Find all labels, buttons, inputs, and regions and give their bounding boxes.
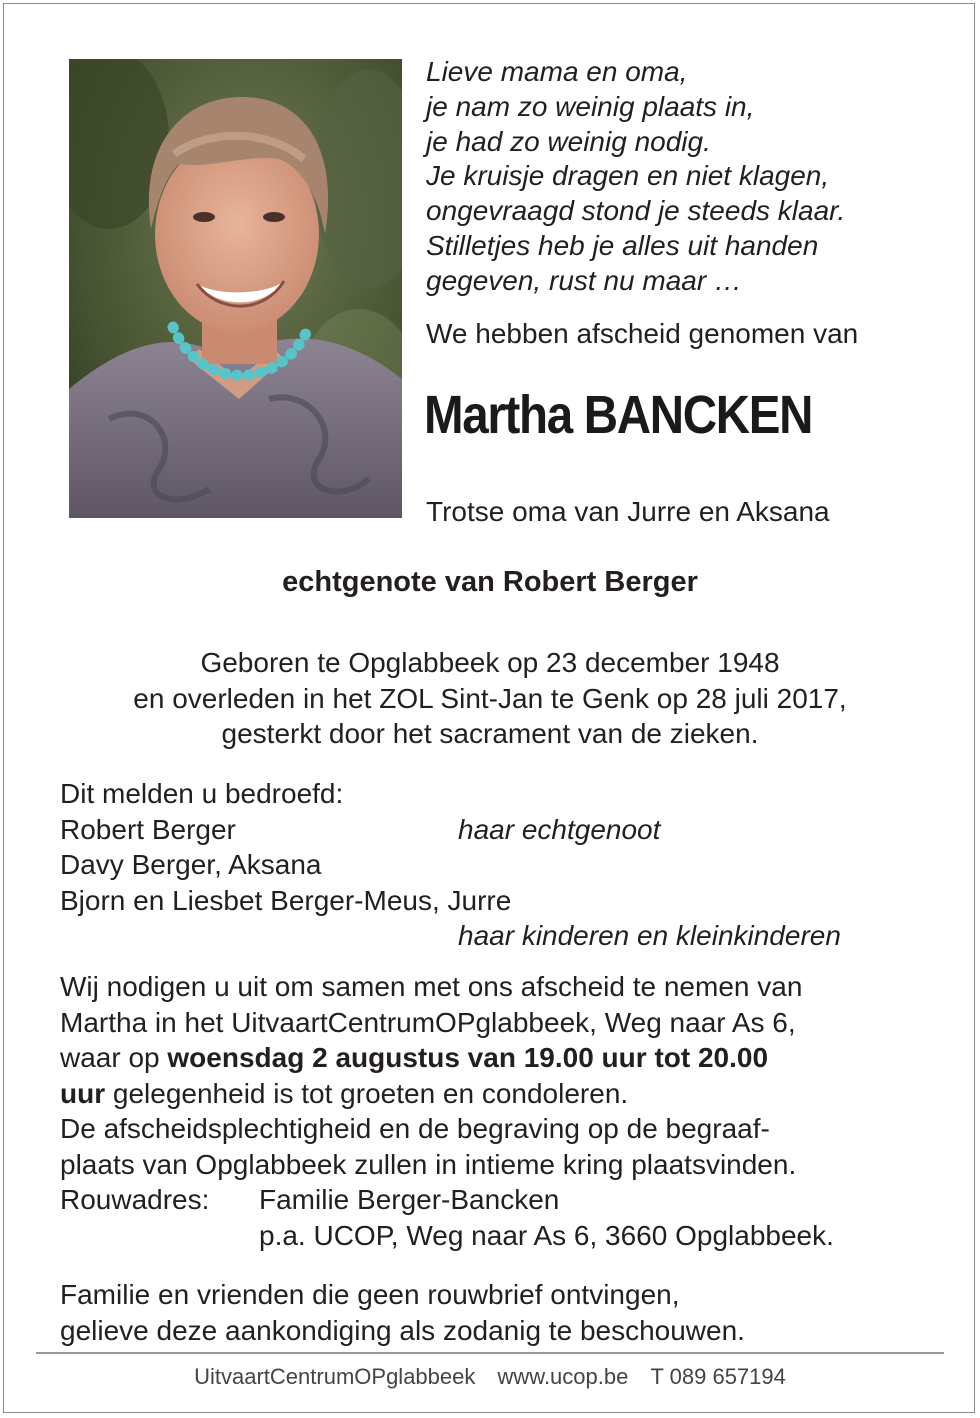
- visitation-time: woensdag 2 augustus van 19.00 uur tot 20.00: [167, 1042, 769, 1073]
- invite-text: waar op: [60, 1042, 168, 1073]
- mourner-row: [60, 847, 940, 883]
- address-value: Familie Berger-Bancken: [259, 1184, 560, 1215]
- poem-line: je had zo weinig nodig.: [426, 125, 711, 157]
- poem-line: Stilletjes heb je alles uit handen: [426, 229, 819, 261]
- poem-line: je nam zo weinig plaats in,: [426, 90, 755, 122]
- mourner-name: Bjorn en Liesbet Berger-Meus, Jurre: [60, 884, 512, 916]
- closing-line: Familie en vrienden die geen rouwbrief ontvingen,: [60, 1279, 680, 1310]
- spouse-line: echtgenote van Robert Berger: [282, 566, 698, 598]
- death-line: en overleden in het ZOL Sint-Jan te Genk op 28 juli 2017,: [133, 682, 847, 714]
- mourner-row: [60, 812, 940, 848]
- address-value: p.a. UCOP, Weg naar As 6, 3660 Opglabbeek.: [259, 1219, 834, 1251]
- poem-line: Lieve mama en oma,: [426, 56, 688, 87]
- mourner-relation: haar echtgenoot: [458, 813, 661, 845]
- invite-text: gelegenheid is tot groeten en condoleren.: [105, 1077, 629, 1109]
- mourner-name: Davy Berger, Aksana: [60, 849, 322, 880]
- birth-death-details: [0, 645, 980, 752]
- deceased-name: Martha BANCKEN: [424, 385, 813, 445]
- footer-divider: [36, 1352, 944, 1354]
- grandma-text: Trotse oma van Jurre en Aksana: [426, 496, 830, 527]
- address-row: [60, 1218, 940, 1254]
- closing-note: [60, 1277, 745, 1348]
- mourner-row: [60, 918, 940, 954]
- mourner-name: Robert Berger: [60, 813, 236, 845]
- invite-line: [60, 1076, 940, 1112]
- footer-website[interactable]: www.ucop.be: [497, 1364, 629, 1389]
- address-label: Rouwadres:: [60, 1184, 210, 1215]
- intro-text: We hebben afscheid genomen van: [426, 318, 859, 349]
- invite-line: plaats van Opglabbeek zullen in intieme kring plaatsvinden.: [60, 1148, 797, 1180]
- poem-line: Je kruisje dragen en niet klagen,: [426, 160, 830, 192]
- mourner-row: [60, 883, 940, 919]
- mourners-heading: Dit melden u bedroefd:: [60, 778, 344, 809]
- footer: [0, 1364, 980, 1390]
- portrait-photo: [69, 59, 402, 518]
- mourner-relation: haar kinderen en kleinkinderen: [458, 920, 841, 951]
- address-row: [60, 1182, 940, 1218]
- footer-company: UitvaartCentrumOPglabbeek: [194, 1364, 476, 1389]
- invitation-text: [60, 969, 940, 1253]
- sacrament-line: gesterkt door het sacrament van de zieken.: [221, 718, 759, 749]
- invite-line: Martha in het UitvaartCentrumOPglabbeek, Weg naar As 6,: [60, 1006, 796, 1038]
- closing-line: gelieve deze aankondiging als zodanig te beschouwen.: [60, 1314, 745, 1346]
- poem-line: gegeven, rust nu maar …: [426, 264, 742, 296]
- poem-line: ongevraagd stond je steeds klaar.: [426, 195, 846, 227]
- footer-phone: T 089 657194: [650, 1364, 786, 1389]
- invite-line: Wij nodigen u uit om samen met ons afscheid te nemen van: [60, 971, 803, 1002]
- invite-line: De afscheidsplechtigheid en de begraving op de begraaf-: [60, 1113, 770, 1144]
- birth-line: Geboren te Opglabbeek op 23 december 1948: [200, 647, 780, 678]
- mourners-list: [60, 776, 940, 954]
- invite-line: [60, 1040, 940, 1076]
- visitation-time-end: uur: [60, 1077, 106, 1109]
- memorial-poem: [426, 55, 946, 299]
